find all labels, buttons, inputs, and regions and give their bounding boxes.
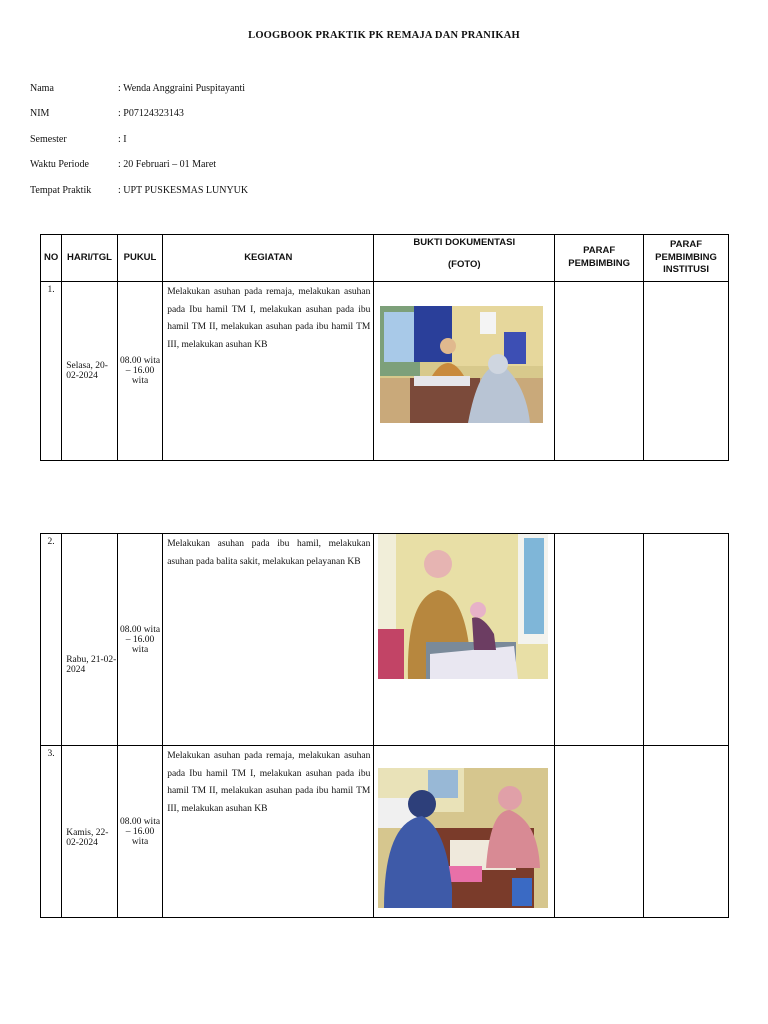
logbook-table-page-part-2: [40, 533, 729, 918]
documentation-photo: [378, 768, 548, 908]
row-day: Selasa, 20-02-2024: [62, 282, 118, 461]
row-photo-cell: [374, 534, 555, 746]
info-row-semester: [30, 134, 127, 145]
logbook-table-page-part-1: [40, 234, 729, 461]
row-activity: Melakukan asuhan pada ibu hamil, melakukan asuhan pada balita sakit, melakukan pelayanan KB: [163, 534, 374, 746]
row-paraf-institusi: [644, 282, 729, 461]
info-value: : UPT PUSKESMAS LUNYUK: [118, 185, 249, 196]
documentation-photo: [378, 534, 548, 679]
info-value: : I: [118, 134, 127, 145]
header-paraf-pembimbing: PARAF PEMBIMBING: [555, 235, 644, 282]
header-doc-title: BUKTI DOKUMENTASI: [413, 237, 516, 248]
row-photo-cell: [374, 282, 555, 461]
row-paraf-pembimbing: [555, 534, 644, 746]
row-time: 08.00 wita – 16.00 wita: [117, 746, 162, 918]
info-row-period: [30, 159, 216, 170]
table-row: [41, 534, 729, 746]
row-time: 08.00 wita – 16.00 wita: [117, 282, 162, 461]
header-documentation: [374, 235, 555, 282]
info-label: Tempat Praktik: [30, 185, 92, 196]
info-row-name: [30, 83, 245, 94]
row-photo-cell: [374, 746, 555, 918]
header-time: PUKUL: [117, 235, 162, 282]
table-header-row: [41, 235, 729, 282]
row-paraf-pembimbing: [555, 282, 644, 461]
header-no: NO: [41, 235, 62, 282]
table-row: [41, 282, 729, 461]
documentation-photo: [380, 306, 543, 423]
photo-consultation-room: [380, 306, 543, 423]
info-label: Nama: [30, 83, 54, 94]
info-row-nim: [30, 108, 184, 119]
info-value: : P07124323143: [118, 108, 184, 119]
info-label: NIM: [30, 108, 50, 119]
header-activity: KEGIATAN: [163, 235, 374, 282]
row-paraf-institusi: [644, 534, 729, 746]
row-paraf-pembimbing: [555, 746, 644, 918]
row-time: 08.00 wita – 16.00 wita: [117, 534, 162, 746]
header-doc-sub: (FOTO): [448, 258, 481, 270]
row-activity: Melakukan asuhan pada remaja, melakukan asuhan pada Ibu hamil TM I, melakukan asuhan pada ibu hamil TM II, melakukan asuhan pada ibu hamil TM III, melakukan asuhan KB: [163, 282, 374, 461]
row-number: 2.: [41, 534, 62, 746]
info-value: : Wenda Anggraini Puspitayanti: [118, 83, 246, 94]
header-day: HARI/TGL: [62, 235, 118, 282]
document-title: LOOGBOOK PRAKTIK PK REMAJA DAN PRANIKAH: [248, 30, 520, 41]
table-row: [41, 746, 729, 918]
row-number: 1.: [41, 282, 62, 461]
row-activity: Melakukan asuhan pada remaja, melakukan asuhan pada Ibu hamil TM I, melakukan asuhan pada ibu hamil TM II, melakukan asuhan pada ibu hamil TM III, melakukan asuhan KB: [163, 746, 374, 918]
info-row-place: [30, 185, 248, 196]
row-day: Rabu, 21-02-2024: [62, 534, 118, 746]
info-label: Semester: [30, 134, 67, 145]
row-paraf-institusi: [644, 746, 729, 918]
header-paraf-institusi: PARAF PEMBIMBING INSTITUSI: [644, 235, 729, 282]
row-day: Kamis, 22-02-2024: [62, 746, 118, 918]
row-number: 3.: [41, 746, 62, 918]
info-label: Waktu Periode: [30, 159, 89, 170]
photo-counseling-session: [378, 768, 548, 908]
info-value: : 20 Februari – 01 Maret: [118, 159, 217, 170]
photo-child-examination: [378, 534, 548, 679]
